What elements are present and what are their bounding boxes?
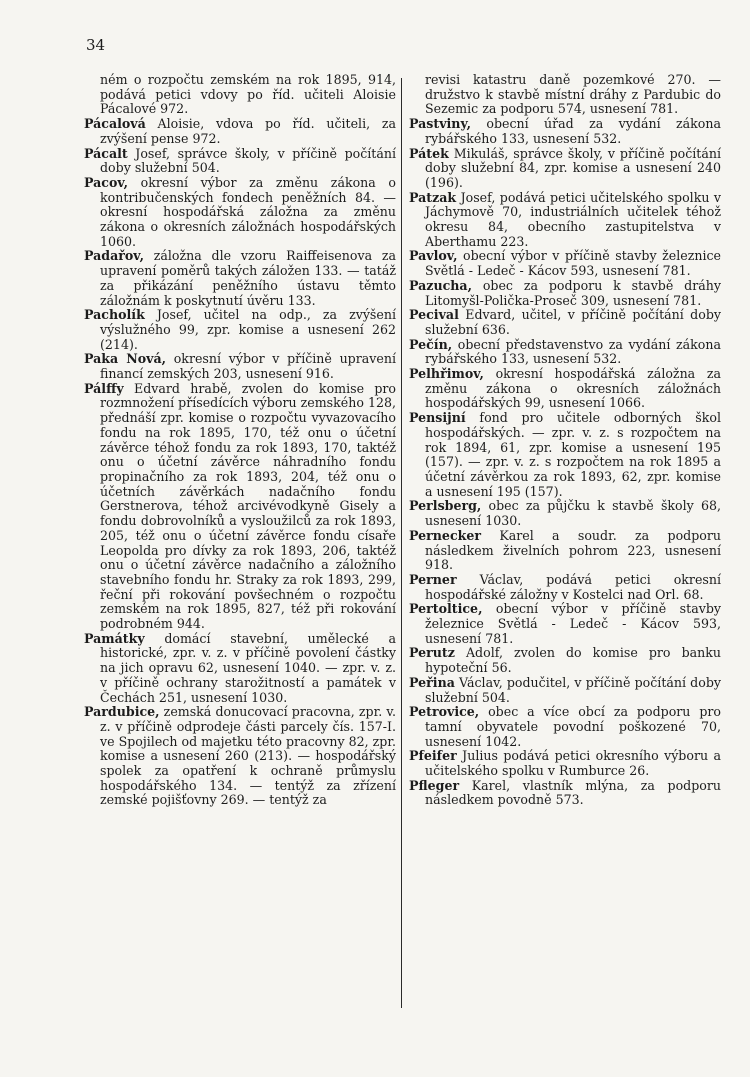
- entry-text: obecní představenstvo za vydání zákona rybářského 133, usnesení 532.: [425, 336, 721, 367]
- index-entry: [409, 705, 721, 749]
- index-entry: [84, 632, 396, 706]
- index-entry: [409, 147, 721, 191]
- entry-heading: Pácalt: [84, 145, 128, 161]
- entry-heading: Pacov,: [84, 174, 129, 190]
- entry-text: okresní výbor v příčině upravení financí zemských 203, usnesení 916.: [100, 351, 396, 382]
- index-entry: [409, 308, 721, 337]
- entry-heading: Perner: [409, 571, 457, 587]
- right-column: [409, 73, 721, 808]
- entry-text: Václav, podučitel, v příčině počítání doby služební 504.: [425, 674, 721, 705]
- entry-heading: Pacholík: [84, 307, 145, 323]
- entry-heading: Pecival: [409, 307, 459, 323]
- entry-heading: Peřina: [409, 674, 455, 690]
- entry-text: Josef, podává petici učitelského spolku v Jáchymově 70, industriálních učitelek téhož okresu 84, obecního zastupitelstva v Aberthamu 223.: [425, 189, 721, 249]
- entry-text: Josef, správce školy, v příčině počítání doby služební 504.: [100, 145, 396, 176]
- entry-heading: Pálffy: [84, 380, 124, 396]
- entry-heading: Pelhřimov,: [409, 366, 484, 382]
- entry-text: fond pro učitele odborných škol hospodářských. — zpr. v. z. s rozpočtem na rok 1894, 61, zpr. komise a usnesení 195 (157). — zpr. v. z. s rozpočtem na rok 1895 a účetní závěrkou za rok 1893, 62, zpr. komise a usnesení 195 (157).: [425, 410, 721, 499]
- index-entry: [409, 676, 721, 705]
- entry-text: Adolf, zvolen do komise pro banku hypoteční 56.: [425, 645, 721, 676]
- entry-text: obecní úřad za vydání zákona rybářského 133, usnesení 532.: [425, 116, 721, 146]
- entry-heading: Pavlov,: [409, 248, 458, 264]
- entry-text: Edvard hrabě, zvolen do komise pro rozmnožení přísedících výboru zemského 128, přednáší zpr. komise o rozpočtu vyvazovacího fondu na rok 1895, 170, též onu o účetní závěrce téhož fondu za rok 1893, 170, taktéž onu o účetní závěrce náhradního fondu propinačního za rok 1893, 204, též onu o účetních závěrkách nadačního fondu Gerstnerova, téhož arcivévodkyně Gisely a fondu dobrovolníků a vysloužilců za rok 1893, 205, též onu o účetní závěrce fondu císaře Leopolda pro dívky za rok 1893, 206, taktéž onu o účetní závěrce nadačního a záložního stavebního fondu hr. Straky za rok 1893, 299, řeční při rokování povšechném o rozpočtu zemském na rok 1895, 827, též při rokování podrobném 944.: [100, 380, 396, 632]
- index-entry: [84, 249, 396, 308]
- entry-heading: Pfleger: [409, 777, 460, 793]
- index-entry: [84, 73, 396, 117]
- entry-heading: Patzak: [409, 189, 457, 205]
- entry-heading: Petrovice,: [409, 704, 480, 720]
- index-entry: [409, 411, 721, 499]
- entry-heading: Pernecker: [409, 527, 481, 543]
- index-entry: [409, 249, 721, 278]
- index-entry: [409, 279, 721, 308]
- entry-heading: Pardubice,: [84, 704, 160, 720]
- column-divider: [401, 78, 402, 1008]
- entry-heading: Pfeifer: [409, 748, 457, 764]
- index-entry: [84, 176, 396, 250]
- entry-heading: Perutz: [409, 645, 455, 661]
- entry-text: Karel, vlastník mlýna, za podporu následkem povodně 573.: [425, 777, 721, 808]
- index-entry: [84, 382, 396, 632]
- entry-text: obecní výbor v příčině stavby železnice Světlá - Ledeč - Kácov 593, usnesení 781.: [425, 248, 721, 279]
- entry-heading: Pertoltice,: [409, 601, 483, 617]
- index-entry: [84, 352, 396, 381]
- index-entry: [84, 705, 396, 808]
- index-entry: [409, 646, 721, 675]
- index-entry: [409, 573, 721, 602]
- entry-text: obec za půjčku k stavbě školy 68, usnesení 1030.: [425, 498, 721, 529]
- entry-text: Josef, učitel na odp., za zvýšení výslužného 99, zpr. komise a usnesení 262 (214).: [100, 307, 396, 352]
- entry-text: obecní výbor v příčině stavby železnice Světlá - Ledeč - Kácov 593, usnesení 781.: [425, 601, 721, 646]
- entry-text: Aloisie, vdova po říd. učiteli, za zvýšení pense 972.: [100, 116, 396, 146]
- index-entry: [409, 367, 721, 411]
- left-column: [84, 73, 396, 808]
- entry-text: obec za podporu k stavbě dráhy Litomyšl-Polička-Proseč 309, usnesení 781.: [425, 277, 721, 308]
- entry-heading: Perlsberg,: [409, 498, 482, 514]
- entry-heading: Pastviny,: [409, 116, 471, 132]
- index-entry: [84, 308, 396, 352]
- entry-text: Václav, podává petici okresní hospodářské záložny v Kostelci nad Orl. 68.: [425, 571, 721, 602]
- index-entry: [409, 749, 721, 778]
- index-entry: [409, 779, 721, 808]
- entry-heading: Pácalová: [84, 116, 146, 132]
- entry-text: Julius podává petici okresního výboru a učitelského spolku v Rumburce 26.: [425, 748, 721, 779]
- index-entry: [409, 338, 721, 367]
- index-entry: [409, 602, 721, 646]
- entry-text: obec a více obcí za podporu pro tamní obyvatele povodní poškozené 70, usnesení 1042.: [425, 704, 721, 749]
- index-entry: [84, 117, 396, 146]
- index-entry: [409, 73, 721, 117]
- index-entry: [409, 499, 721, 528]
- index-entry: [409, 529, 721, 573]
- entry-heading: Pazucha,: [409, 277, 472, 293]
- entry-text: Edvard, učitel, v příčině počítání doby služební 636.: [425, 307, 721, 337]
- entry-text: ném o rozpočtu zemském na rok 1895, 914, podává petici vdovy po říd. učiteli Aloisie Pácalové 972.: [100, 72, 396, 117]
- entry-heading: Pečín,: [409, 336, 453, 352]
- entry-heading: Pátek: [409, 145, 449, 161]
- entry-heading: Padařov,: [84, 248, 144, 264]
- entry-heading: Pensijní: [409, 410, 466, 426]
- entry-text: okresní hospodářská záložna za změnu zákona o okresních záložnách hospodářských 99, usnesení 1066.: [425, 366, 721, 411]
- entry-text: domácí stavební, umělecké a historické, zpr. v. z. v příčině povolení částky na jich opravu 62, usnesení 1040. — zpr. v. z. v příčině ochrany starožitností a památek v Čechách 251, usnesení 1030.: [100, 630, 396, 705]
- entry-text: okresní výbor za změnu zákona o kontribučenských fondech peněžních 84. — okresní hospodářská záložna za změnu zákona o okresních záložnách hospodářských 1060.: [100, 174, 396, 249]
- entry-text: zemská donucovací pracovna, zpr. v. z. v příčině odprodeje části parcely čís. 157-I. ve Spojilech od majetku této pracovny 82, zpr. komise a usnesení 260 (213). — hospodářský spolek za opatření k ochraně průmyslu hospodářského 134. — tentýž za zřízení zemské pojišťovny 269. — tentýž za: [100, 704, 396, 808]
- index-entry: [409, 117, 721, 146]
- entry-heading: Památky: [84, 630, 145, 646]
- index-entry: [84, 147, 396, 176]
- entry-text: revisi katastru daně pozemkové 270. — družstvo k stavbě místní dráhy z Pardubic do Sezemic za podporu 574, usnesení 781.: [425, 72, 721, 117]
- entry-heading: Paka Nová,: [84, 351, 167, 367]
- entry-text: Mikuláš, správce školy, v příčině počítání doby služební 84, zpr. komise a usnesení 240 (196).: [425, 145, 721, 190]
- index-entry: [409, 191, 721, 250]
- entry-text: záložna dle vzoru Raiffeisenova za upravení poměrů takých záložen 133. — tatáž za přikázání peněžního ústavu těmto záložnám k poskytnutí úvěru 133.: [100, 248, 396, 308]
- page-number: 34: [86, 36, 106, 54]
- entry-text: Karel a soudr. za podporu následkem živelních pohrom 223, usnesení 918.: [425, 527, 721, 573]
